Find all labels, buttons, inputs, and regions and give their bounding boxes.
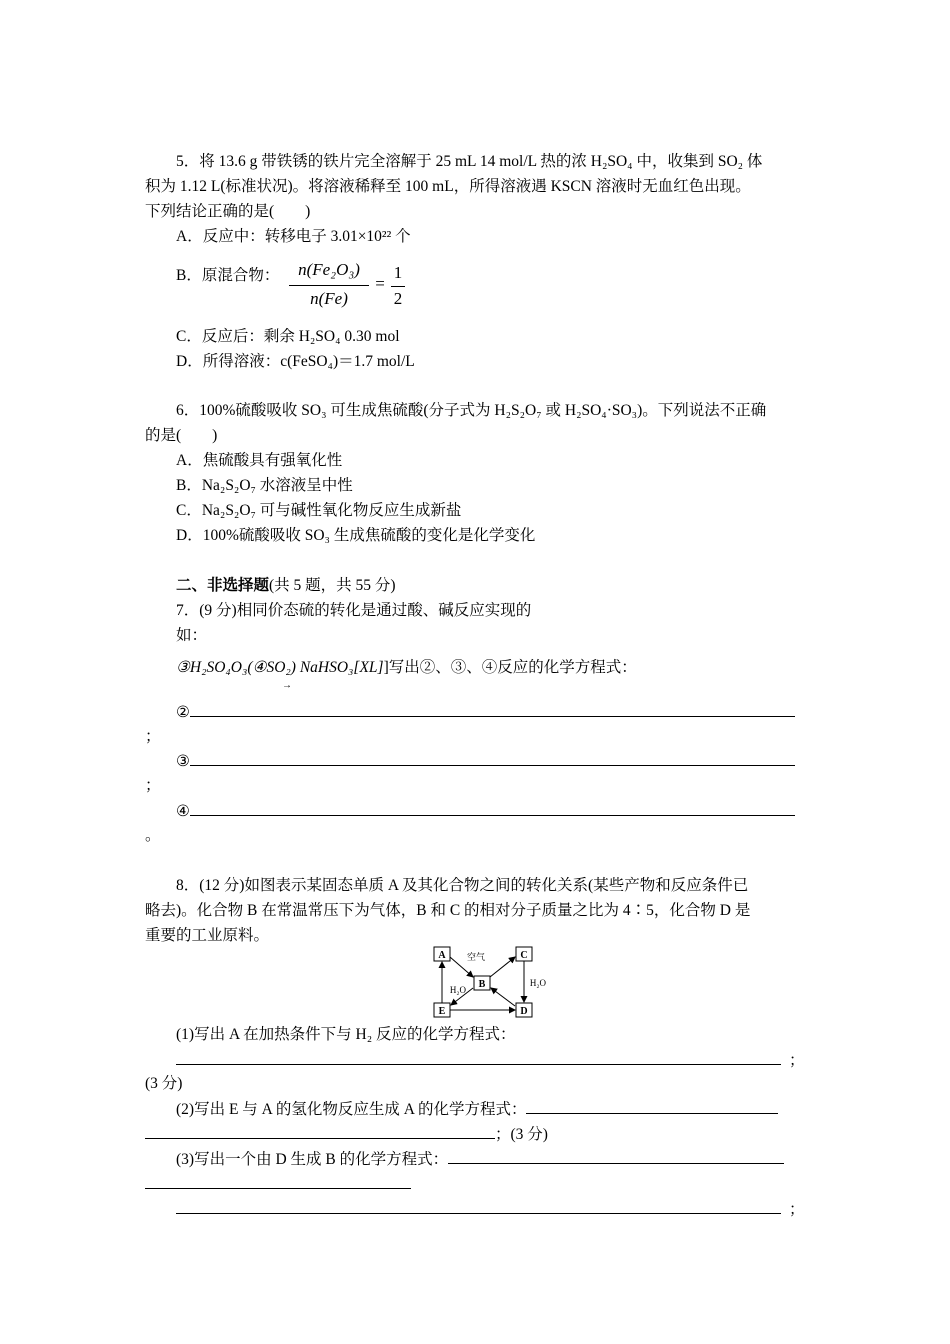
q8-part2-prompt: (2)写出 E 与 A 的氢化物反应生成 A 的化学方程式：	[176, 1101, 527, 1118]
section2-suffix: (共 5 题，共 55 分)	[269, 577, 396, 594]
q7-blank2-label: ②	[176, 704, 190, 721]
q5-option-b-fraction-bar	[289, 285, 369, 286]
node-d-label: D	[520, 1006, 528, 1017]
q7-formula-line	[176, 658, 950, 678]
q7-blank4-label: ④	[176, 803, 190, 820]
node-a-label: A	[438, 950, 446, 961]
q7-formula: ③H₂SO₄O₃(④SO₂) NaHSO₃[XL]	[176, 659, 384, 676]
q7-small-arrow: →	[282, 680, 292, 691]
q8-part3-semicolon: ；	[789, 1201, 805, 1218]
q7-blank3-line	[176, 751, 950, 772]
q8-transformation-diagram	[428, 944, 558, 1020]
q5-option-d: D．所得溶液：c(FeSO₄)＝1.7 mol/L	[176, 353, 415, 370]
q5-line2: 积为 1.12 L(标准状况)。将溶液稀释至 100 mL，所得溶液遇 KSCN 溶液时无血红色出现。	[145, 178, 751, 195]
q8-part2-answer-b[interactable]	[145, 1124, 495, 1139]
q6-option-a: A．焦硫酸具有强氧化性	[176, 452, 343, 469]
q5-option-b-label: B．原混合物：	[176, 267, 280, 284]
q6-line1: 6．100%硫酸吸收 SO₃ 可生成焦硫酸(分子式为 H₂S₂O₇ 或 H₂SO₄·SO₃)。下列说法不正确	[176, 402, 767, 419]
q8-part3-answer-a[interactable]	[448, 1149, 784, 1164]
q5-option-c: C．反应后：剩余 H₂SO₄ 0.30 mol	[176, 328, 400, 345]
q5-line1: 5．将 13.6 g 带铁锈的铁片完全溶解于 25 mL 14 mol/L 热的浓 H₂SO₄ 中，收集到 SO₂ 体	[176, 153, 763, 170]
q5-option-b-ratio-numerator: 1	[393, 263, 403, 282]
q8-line1: 8．(12 分)如图表示某固态单质 A 及其化合物之间的转化关系(某些产物和反应条件已	[176, 877, 749, 894]
q6-option-b: B．Na₂S₂O₇ 水溶液呈中性	[176, 477, 353, 494]
q7-blank4-period: 。	[145, 827, 161, 844]
q8-part2-line2	[145, 1124, 950, 1145]
label-air: 空气	[466, 952, 486, 962]
q8-part1-score: (3 分)	[145, 1075, 183, 1092]
q8-part3-line	[176, 1149, 950, 1170]
q7-blank4-answer[interactable]	[190, 801, 795, 816]
q8-line3: 重要的工业原料。	[145, 927, 270, 944]
q7-blank2-answer[interactable]	[190, 702, 795, 717]
q5-option-b-ratio-denominator: 2	[393, 289, 403, 308]
section2-heading: 二、非选择题	[176, 577, 270, 594]
q5-line3: 下列结论正确的是( )	[145, 203, 311, 220]
q7-instruction: ]写出②、③、④反应的化学方程式：	[383, 659, 637, 676]
q7-blank2-line	[176, 702, 950, 723]
q7-blank3-label: ③	[176, 753, 190, 770]
node-c-label: C	[520, 950, 528, 961]
q8-part3-line2	[145, 1174, 950, 1195]
q5-option-a: A．反应中：转移电子 3.01×10²² 个	[176, 228, 411, 245]
q8-part3-prompt: (3)写出一个由 D 生成 B 的化学方程式：	[176, 1151, 449, 1168]
label-water-right: H₂O	[529, 978, 547, 988]
q5-option-b-ratio-bar	[391, 286, 405, 287]
q8-part3-answer-c[interactable]	[176, 1199, 781, 1214]
q6-option-d: D．100%硫酸吸收 SO₃ 生成焦硫酸的变化是化学变化	[176, 527, 536, 544]
q8-part1-semicolon: ；	[789, 1052, 805, 1069]
q7-line1: 7．(9 分)相同价态硫的转化是通过酸、碱反应实现的	[176, 602, 532, 619]
q8-part3-answer-b[interactable]	[145, 1174, 411, 1189]
q6-option-c: C．Na₂S₂O₇ 可与碱性氧化物反应生成新盐	[176, 502, 462, 519]
q8-part3-line3	[176, 1199, 950, 1220]
arrow-b-to-c	[490, 957, 515, 977]
arrow-d-to-b	[491, 988, 515, 1006]
q8-part2-answer-a[interactable]	[526, 1099, 778, 1114]
label-water-left: H₂O	[449, 985, 467, 995]
q5-option-b-numerator: n(Fe₂O₃)	[298, 260, 360, 279]
q8-part1-prompt: (1)写出 A 在加热条件下与 H₂ 反应的化学方程式：	[176, 1026, 516, 1043]
q8-line2: 略去)。化合物 B 在常温常压下为气体，B 和 C 的相对分子质量之比为 4∶5，化合物 D 是	[145, 902, 751, 919]
q8-part1-answer-line	[176, 1050, 950, 1071]
q5-option-b-denominator: n(Fe)	[310, 289, 348, 308]
q7-blank3-semicolon: ；	[145, 777, 161, 794]
section2-heading-line	[176, 576, 950, 596]
q7-line2: 如：	[176, 627, 208, 644]
q8-part2-tail: ；(3 分)	[495, 1126, 548, 1143]
q7-blank4-line	[176, 801, 950, 822]
q7-blank2-semicolon: ；	[145, 728, 161, 745]
q6-line2: 的是( )	[145, 427, 218, 444]
q5-option-b-equals: =	[375, 274, 385, 293]
q7-blank3-answer[interactable]	[190, 751, 795, 766]
q8-part2-line	[176, 1099, 950, 1120]
node-e-label: E	[438, 1006, 446, 1017]
q8-part1-answer[interactable]	[176, 1050, 781, 1065]
node-b-label: B	[478, 979, 486, 990]
